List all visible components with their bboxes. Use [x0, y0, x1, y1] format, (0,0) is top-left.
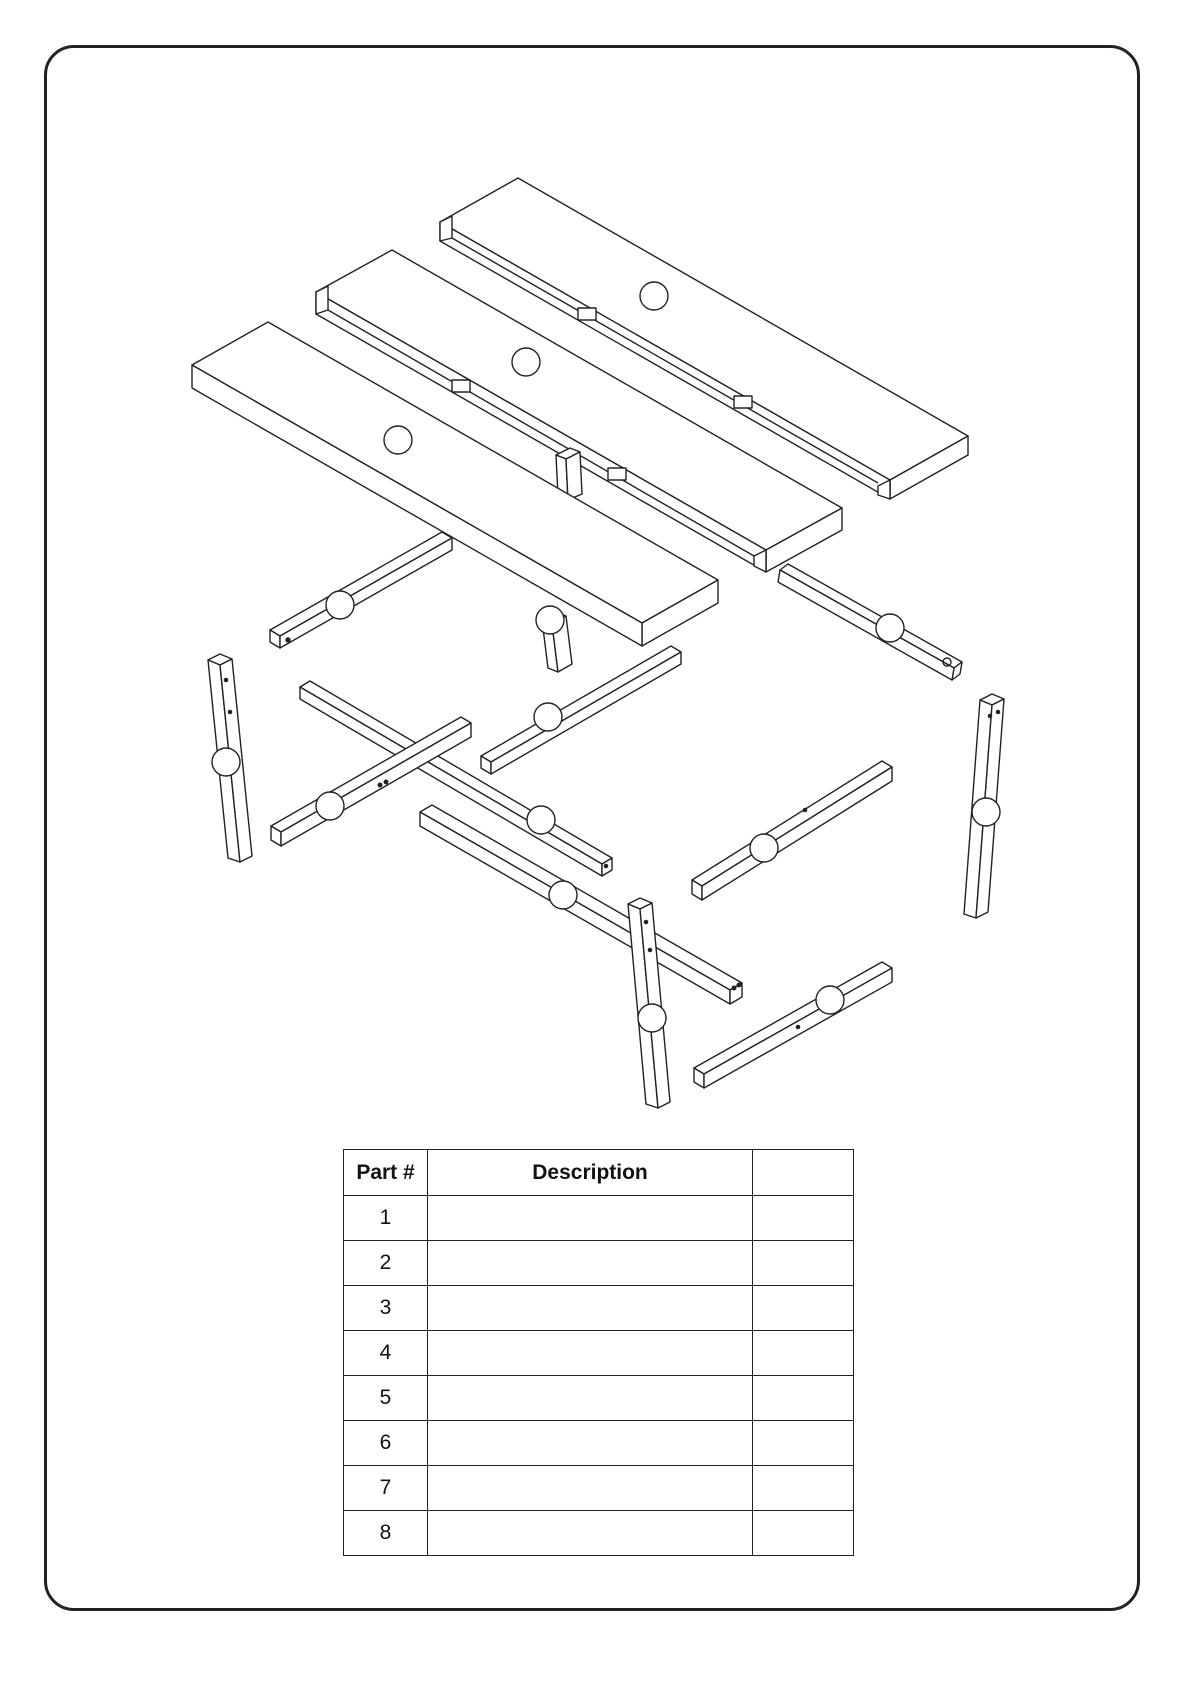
description-cell [428, 1421, 753, 1466]
part-number-cell: 8 [344, 1511, 428, 1556]
table-row [344, 1421, 854, 1466]
callout-circle [549, 881, 577, 909]
qty-cell [753, 1511, 854, 1556]
qty-cell [753, 1241, 854, 1286]
callout-circle [750, 834, 778, 862]
callout-circle [534, 703, 562, 731]
qty-cell [753, 1196, 854, 1241]
leg-left [208, 654, 252, 862]
part-number-cell: 1 [344, 1196, 428, 1241]
description-cell [428, 1241, 753, 1286]
description-cell [428, 1466, 753, 1511]
callout-circle [972, 798, 1000, 826]
leg-front [628, 898, 670, 1108]
header-qty [753, 1150, 854, 1196]
qty-cell [753, 1331, 854, 1376]
description-cell [428, 1286, 753, 1331]
part-number-cell: 2 [344, 1241, 428, 1286]
table-row [344, 1466, 854, 1511]
table-row [344, 1511, 854, 1556]
header-description: Description [428, 1150, 753, 1196]
callout-circle [384, 426, 412, 454]
part-number-cell: 4 [344, 1331, 428, 1376]
leg-right [964, 694, 1004, 918]
qty-cell [753, 1376, 854, 1421]
table-row [344, 1241, 854, 1286]
description-cell [428, 1196, 753, 1241]
cross-rail-right [692, 761, 892, 900]
callout-circle [536, 606, 564, 634]
long-rail-upper-right [778, 564, 962, 680]
header-part-number: Part # [344, 1150, 428, 1196]
callout-circle [326, 591, 354, 619]
part-number-cell: 3 [344, 1286, 428, 1331]
parts-table [343, 1149, 854, 1556]
cross-rail-short-center [481, 646, 681, 774]
callout-circle [816, 986, 844, 1014]
callout-circle [212, 748, 240, 776]
callout-circle [512, 348, 540, 376]
qty-cell [753, 1286, 854, 1331]
callout-circle [876, 614, 904, 642]
table-row [344, 1376, 854, 1421]
table-row [344, 1286, 854, 1331]
table-header-row [344, 1150, 854, 1196]
qty-cell [753, 1421, 854, 1466]
part-number-cell: 7 [344, 1466, 428, 1511]
callout-circle [638, 1004, 666, 1032]
description-cell [428, 1511, 753, 1556]
part-number-cell: 5 [344, 1376, 428, 1421]
callout-circle [527, 806, 555, 834]
description-cell [428, 1331, 753, 1376]
table-row [344, 1196, 854, 1241]
callout-circle [640, 282, 668, 310]
qty-cell [753, 1466, 854, 1511]
callout-circle [316, 792, 344, 820]
table-row [344, 1331, 854, 1376]
long-rail-lower [420, 805, 742, 1004]
long-rail-upper-left [270, 532, 452, 648]
description-cell [428, 1376, 753, 1421]
part-number-cell: 6 [344, 1421, 428, 1466]
